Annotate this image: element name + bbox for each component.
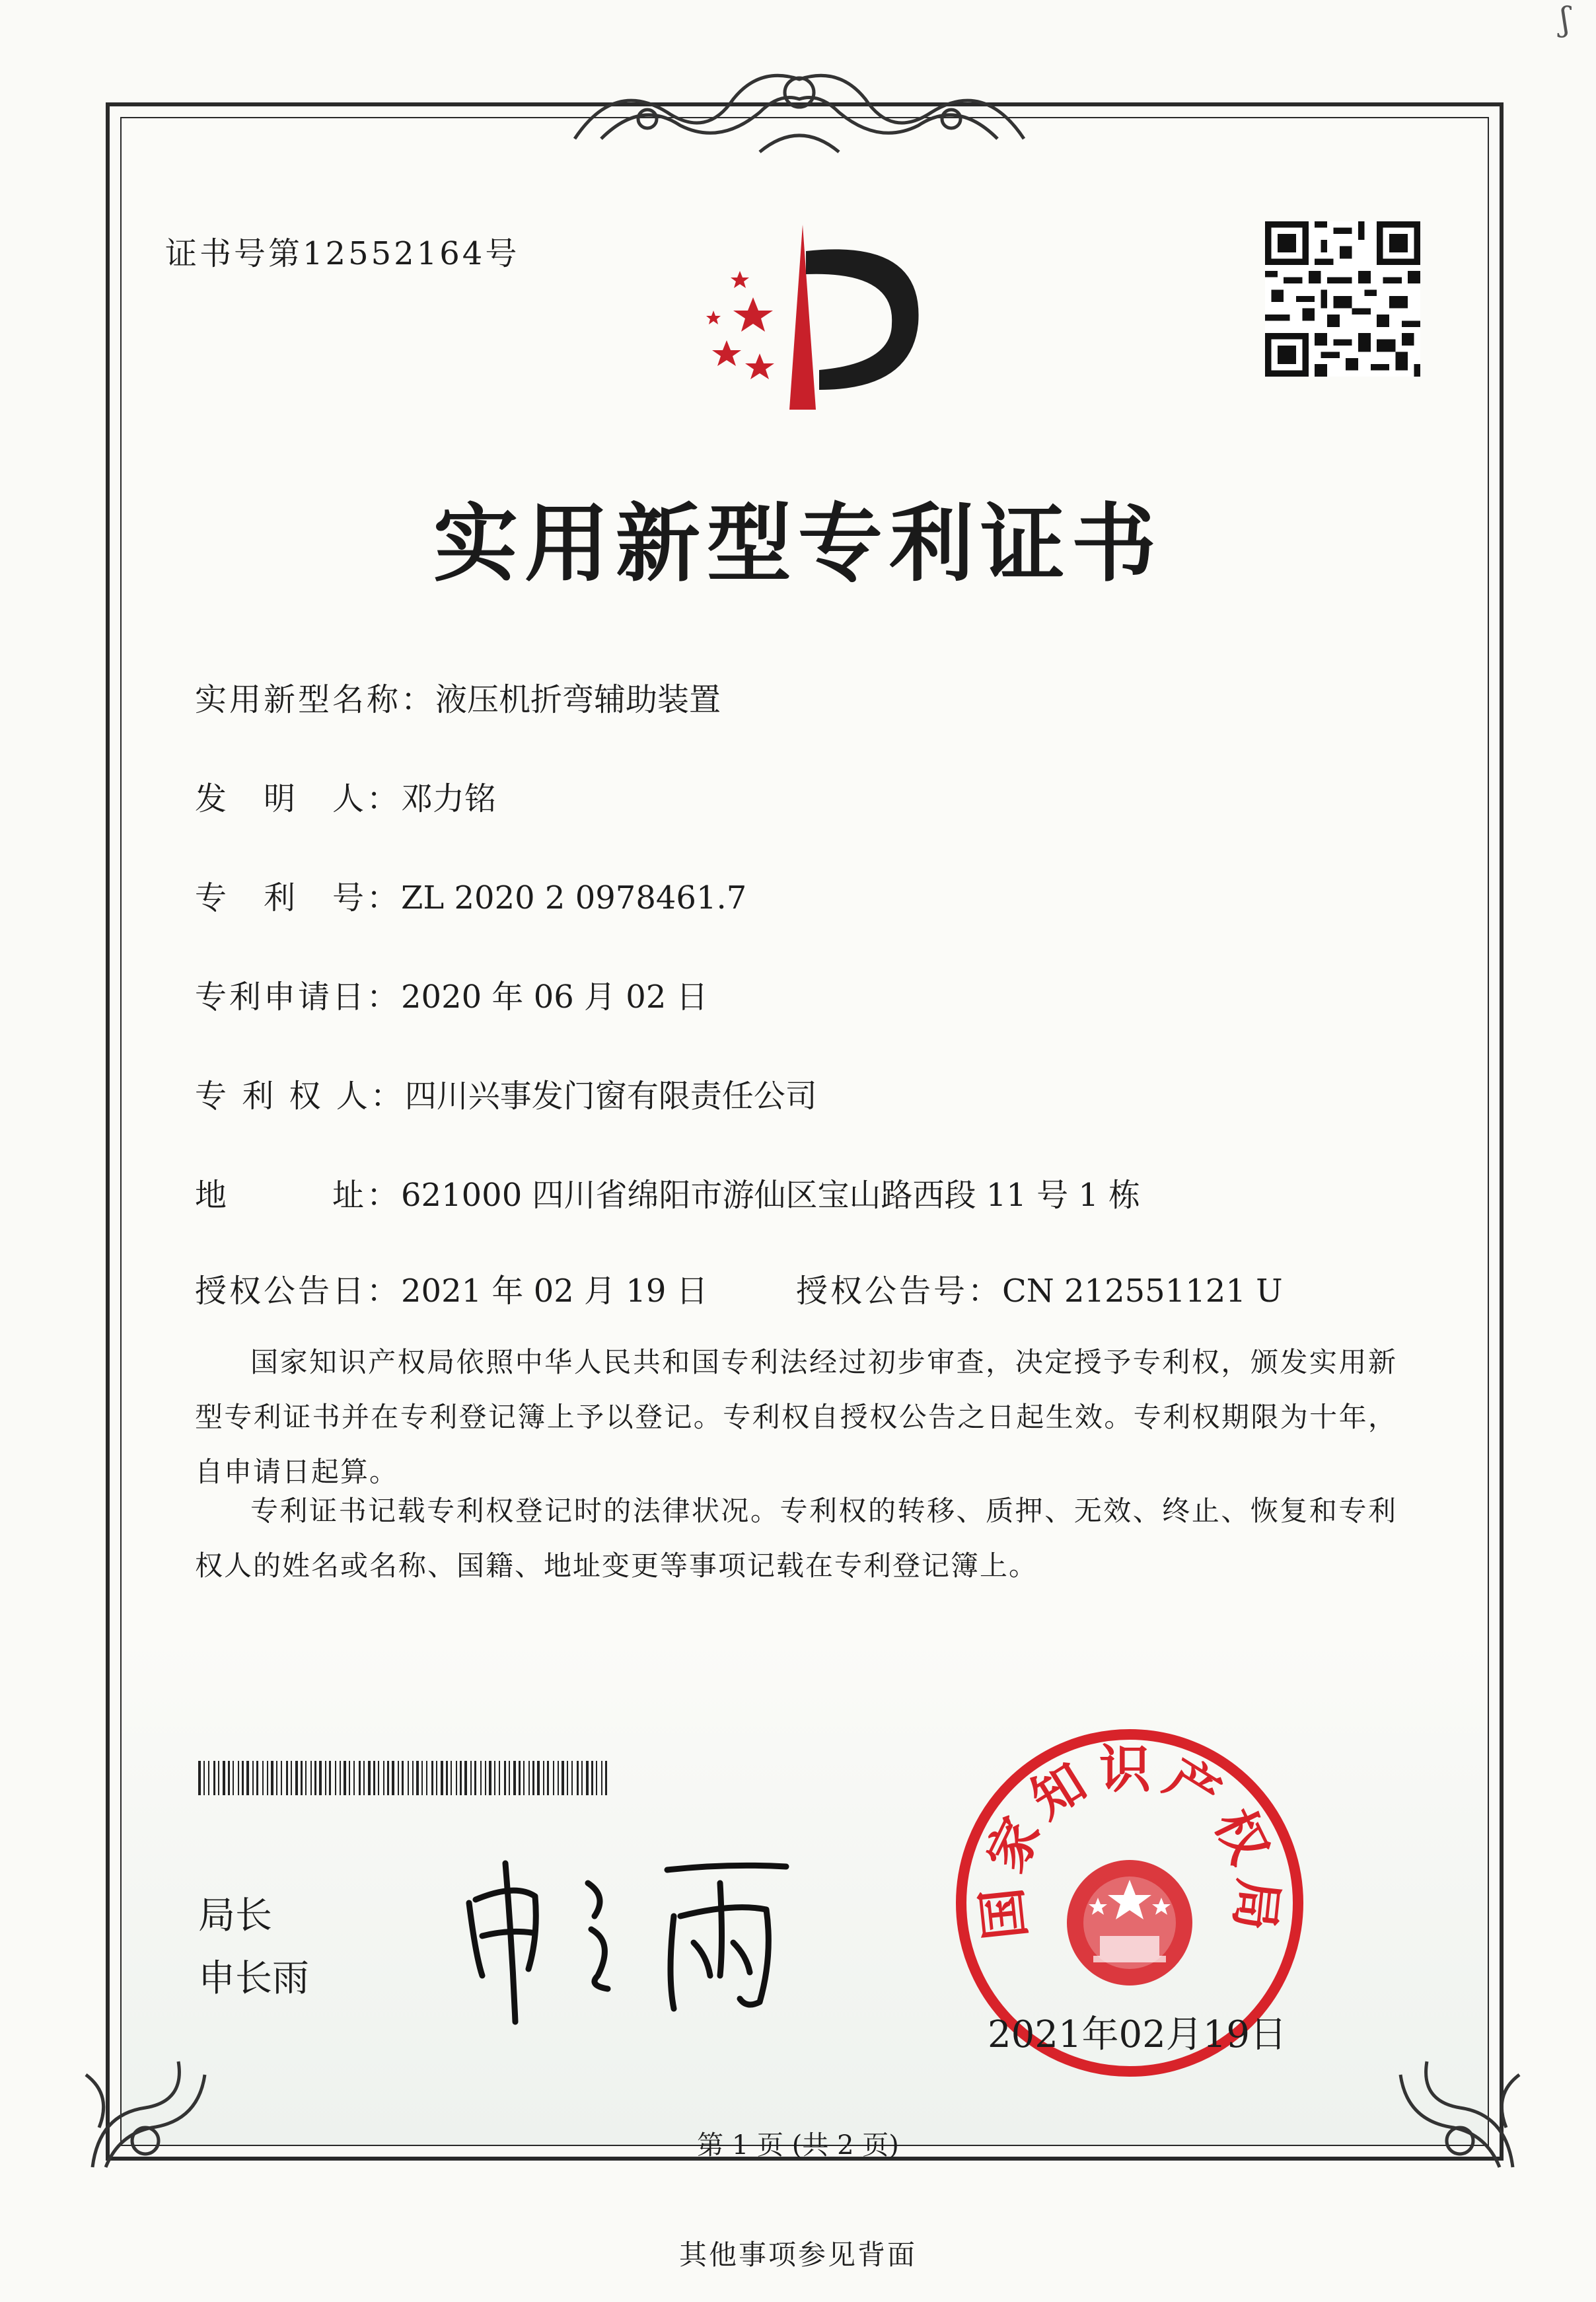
patent-number-field — [195, 872, 746, 918]
field-label: 实用新型名称： — [195, 681, 436, 718]
field-label: 专 利 权 人： — [195, 1078, 405, 1115]
qr-code-icon — [1265, 221, 1420, 377]
certificate-number: 证书号第12552164号 — [165, 235, 520, 272]
utility-model-name-field — [195, 674, 721, 720]
field-label: 专利申请日： — [195, 979, 402, 1016]
field-label: 专 利 号： — [195, 879, 402, 916]
handwritten-signature-icon — [456, 1843, 813, 2028]
patent-office-logo-icon — [674, 211, 951, 423]
field-label: 授权公告日： — [195, 1273, 402, 1310]
publication-number-field — [796, 1265, 1283, 1311]
seal-date: 2021年02月19日 — [988, 2013, 1288, 2056]
footer-note: 其他事项参见背面 — [678, 2239, 917, 2271]
director-title: 局长 — [198, 1894, 272, 1937]
field-label: 地 址： — [195, 1177, 402, 1214]
grant-date-field — [195, 1265, 708, 1311]
certificate-title: 实用新型专利证书 — [433, 494, 1163, 593]
field-value: CN 212551121 U — [1002, 1273, 1283, 1310]
address-field — [195, 1170, 1140, 1215]
svg-text:国家知识产权局: 国家知识产权局 — [971, 1740, 1288, 1943]
corner-mark: ʃ — [1560, 0, 1570, 38]
director-name: 申长雨 — [198, 1957, 309, 2000]
field-value: 四川兴事发门窗有限责任公司 — [404, 1078, 817, 1115]
field-label: 授权公告号： — [796, 1273, 1003, 1310]
field-value: 621000 四川省绵阳市游仙区宝山路西段 11 号 1 栋 — [401, 1177, 1141, 1214]
field-label: 发 明 人： — [195, 780, 402, 817]
grant-statement-paragraph: 国家知识产权局依照中华人民共和国专利法经过初步审查，决定授予专利权，颁发实用新型专利证书并在专利登记簿上予以登记。专利权自授权公告之日起生效。专利权期限为十年，自申请日起算。 — [195, 1346, 1397, 1488]
application-date-field — [195, 971, 708, 1017]
page-number: 第 1 页 (共 2 页) — [697, 2130, 899, 2161]
field-value: 液压机折弯辅助装置 — [435, 681, 721, 718]
top-ornament-icon — [562, 53, 1037, 165]
field-value: ZL 2020 2 0978461.7 — [401, 879, 747, 916]
field-value: 2020 年 06 月 02 日 — [401, 979, 708, 1016]
inventor-field — [195, 773, 496, 819]
barcode-icon — [198, 1761, 608, 1795]
field-value: 2021 年 02 月 19 日 — [401, 1273, 708, 1310]
patentee-field — [195, 1070, 817, 1116]
legal-status-paragraph: 专利证书记载专利权登记时的法律状况。专利权的转移、质押、无效、终止、恢复和专利权人的姓名或名称、国籍、地址变更等事项记载在专利登记簿上。 — [195, 1495, 1397, 1582]
field-value: 邓力铭 — [401, 780, 497, 817]
